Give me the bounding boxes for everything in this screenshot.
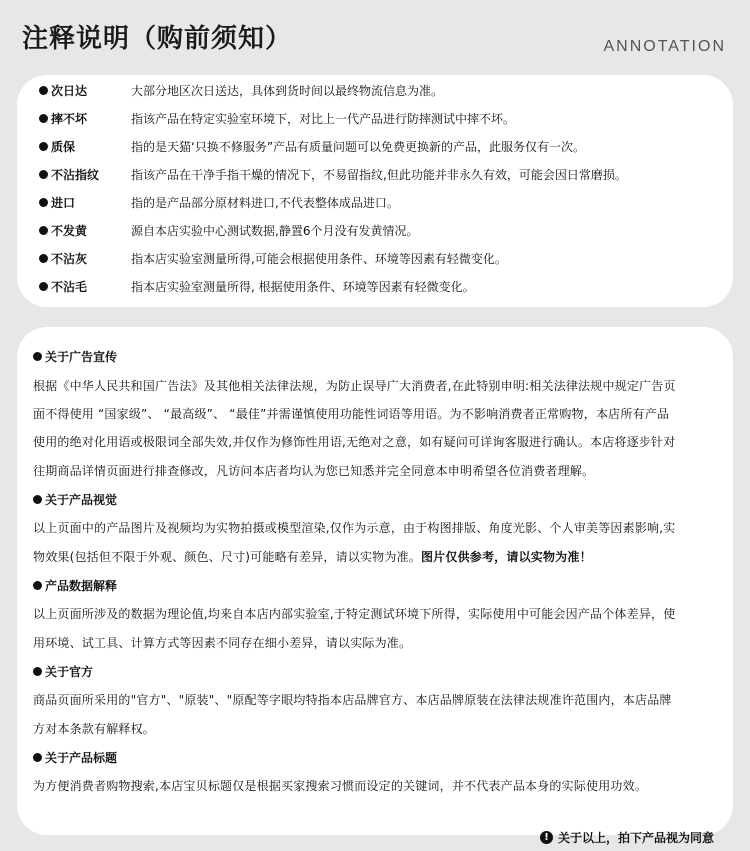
feature-label: 进口	[51, 195, 76, 210]
exclamation-icon: !	[540, 831, 553, 844]
feature-label: 不发黄	[51, 223, 88, 238]
feature-row	[39, 133, 585, 159]
section-text-line: 面不得使用 “国家级”、 “最高级”、 “最佳”并需谨慎使用功能性词语等用语。为不影响消费者正常购物，本店所有产品	[33, 407, 670, 421]
feature-desc: 指的是产品部分原材料进口,不代表整体成品进口。	[131, 195, 399, 210]
section-text-line: 使用的绝对化用语或极限词全部失效,并仅作为修饰性用语,无绝对之意，如有疑问可详询客服进行确认。本店将逐步针对	[33, 435, 676, 449]
feature-row	[39, 245, 507, 271]
section-title-text: 关于产品标题	[45, 751, 118, 765]
feature-desc: 大部分地区次日送达，具体到货时间以最终物流信息为准。	[131, 83, 444, 98]
section-text-line: 商品页面所采用的"官方"、"原装"、"原配等字眼均特指本店品牌官方、本店品牌原装在法律法规准许范围内，本店品牌	[33, 693, 672, 707]
section-title-text: 关于广告宣传	[45, 350, 118, 364]
feature-label: 次日达	[51, 83, 88, 98]
feature-desc: 指该产品在特定实验室环境下，对比上一代产品进行防摔测试中摔不坏。	[131, 111, 516, 126]
feature-desc: 指本店实验室测量所得,可能会根据使用条件、环境等因素有轻微变化。	[131, 251, 507, 266]
section-text-line: 方对本条款有解释权。	[33, 722, 156, 736]
section-title	[33, 663, 93, 680]
bullet-icon	[33, 753, 42, 762]
bullet-icon	[39, 282, 48, 291]
section-title	[33, 491, 117, 508]
section-title-text: 关于产品视觉	[45, 493, 118, 507]
page-title: 注释说明（购前须知）	[22, 24, 293, 54]
feature-label: 摔不坏	[51, 111, 88, 126]
bullet-icon	[39, 226, 48, 235]
section-title-text: 关于官方	[45, 665, 94, 679]
section-title	[33, 348, 117, 365]
disclaimer-card	[17, 327, 733, 835]
section-text-line: 以上页面所涉及的数据为理论值,均来自本店内部实验室,于特定测试环境下所得，实际使用中可能会因产品个体差异，使	[33, 607, 676, 621]
bullet-icon	[33, 352, 42, 361]
section-text-line: 为方便消费者购物搜索,本店宝贝标题仅是根据买家搜索习惯而设定的关键词，并不代表产品本身的实际使用功效。	[33, 779, 648, 793]
feature-row	[39, 105, 515, 131]
feature-label: 质保	[51, 139, 76, 154]
section-title	[33, 749, 117, 766]
feature-label: 不沾灰	[51, 251, 88, 266]
page-subtitle: ANNOTATION	[603, 38, 726, 55]
feature-desc: 指本店实验室测量所得, 根据使用条件、环境等因素有轻微变化。	[131, 279, 475, 294]
section-text-line: 用环境、试工具、计算方式等因素不同存在细小差异，请以实际为准。	[33, 636, 412, 650]
feature-row	[39, 161, 627, 187]
bullet-icon	[33, 495, 42, 504]
bullet-icon	[39, 142, 48, 151]
bullet-icon	[39, 114, 48, 123]
feature-desc: 指该产品在干净手指干燥的情况下，不易留指纹,但此功能并非永久有效，可能会因日常磨损。	[131, 167, 627, 182]
feature-desc: 源自本店实验中心测试数据,静置6个月没有发黄情况。	[131, 223, 419, 238]
feature-row	[39, 273, 475, 299]
emphasis-text: 图片仅供参考，请以实物为准！	[420, 550, 592, 564]
section-text-line: 以上页面中的产品图片及视频均为实物拍摄或模型渲染,仅作为示意，由于构图排版、角度光影、个人审美等因素影响,实	[33, 521, 676, 535]
section-text-line: 物效果(包括但不限于外观、颜色、尺寸)可能略有差异，请以实物为准。图片仅供参考，请以实物为准！	[33, 550, 592, 564]
feature-row	[39, 217, 418, 243]
section-text-line: 往期商品详情页面进行排查修改，凡访问本店者均认为您已知悉并完全同意本申明希望各位消费者理解。	[33, 464, 595, 478]
footer-note	[540, 829, 714, 846]
bullet-icon	[39, 86, 48, 95]
section-title	[33, 577, 117, 594]
section-text-line: 根据《中华人民共和国广告法》及其他相关法律法规，为防止误导广大消费者,在此特别申明:相关法律法规中规定广告页	[33, 379, 676, 393]
feature-annotations-card	[17, 75, 733, 307]
feature-label: 不沾毛	[51, 279, 88, 294]
feature-desc: 指的是天猫‘只换不修服务”产品有质量问题可以免费更换新的产品，此服务仅有一次。	[131, 139, 586, 154]
bullet-icon	[33, 667, 42, 676]
bullet-icon	[39, 254, 48, 263]
feature-row	[39, 77, 443, 103]
footer-text: 关于以上，拍下产品视为同意	[557, 831, 714, 845]
feature-label: 不沾指纹	[51, 167, 100, 182]
bullet-icon	[33, 581, 42, 590]
bullet-icon	[39, 170, 48, 179]
feature-row	[39, 189, 399, 215]
section-title-text: 产品数据解释	[45, 579, 118, 593]
header	[0, 0, 750, 72]
bullet-icon	[39, 198, 48, 207]
